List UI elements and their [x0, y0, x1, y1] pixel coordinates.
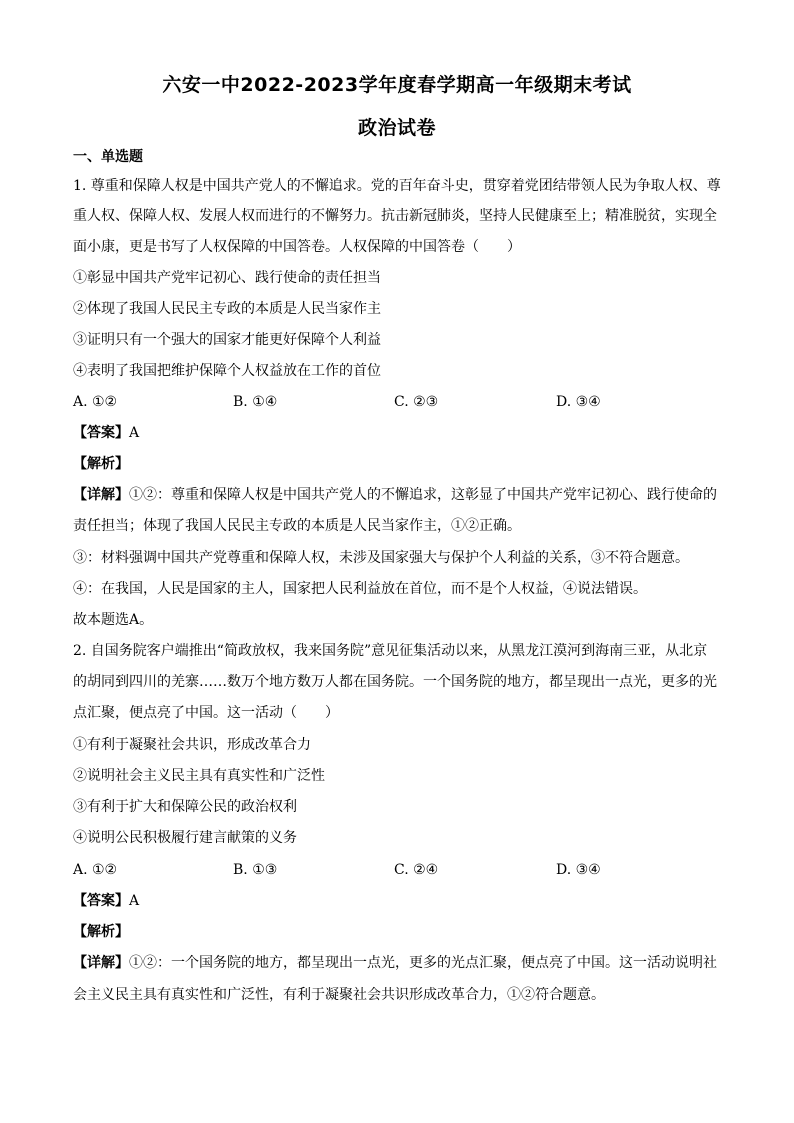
q1-detail-line-1	[73, 485, 723, 505]
q2-item-1: ①有利于凝聚社会共识，形成改革合力	[73, 737, 311, 753]
q2-answer-label: 【答案】	[73, 893, 129, 909]
q2-item-4: ④说明公民积极履行建言献策的义务	[73, 830, 297, 846]
q2-option-c: C. ②④	[394, 862, 439, 878]
q2-detail-label: 【详解】	[73, 955, 129, 971]
q1-detail-line-2: 责任担当；体现了我国人民民主专政的本质是人民当家作主，①②正确。	[73, 518, 521, 534]
q2-stem-line-1: 2. 自国务院客户端推出“简政放权，我来国务院”意见征集活动以来，从黑龙江漠河到海南三亚，从北京	[73, 643, 708, 659]
q1-item-1: ①彰显中国共产党牢记初心、践行使命的责任担当	[73, 270, 381, 286]
q2-detail-line-2: 会主义民主具有真实性和广泛性，有利于凝聚社会共识形成改革合力，①②符合题意。	[73, 987, 605, 1003]
q1-detail-line-3: ③：材料强调中国共产党尊重和保障人权，未涉及国家强大与保护个人利益的关系，③不符合题意。	[73, 550, 689, 566]
q1-answer	[73, 423, 723, 443]
exam-title: 六安一中2022-2023学年度春学期高一年级期末考试	[162, 74, 632, 96]
q2-answer	[73, 891, 723, 911]
q1-detail-line-5: 故本题选A。	[73, 612, 154, 628]
section-heading: 一、单选题	[73, 149, 143, 165]
q1-answer-label: 【答案】	[73, 425, 129, 441]
q1-analysis-label: 【解析】	[73, 456, 129, 472]
q1-option-a: A. ①②	[73, 394, 118, 410]
q1-option-b: B. ①④	[233, 394, 278, 410]
q1-item-3: ③证明只有一个强大的国家才能更好保障个人利益	[73, 332, 381, 348]
q2-option-d: D. ③④	[556, 862, 601, 878]
q2-detail-line-1	[73, 953, 723, 973]
q2-item-2: ②说明社会主义民主具有真实性和广泛性	[73, 768, 325, 784]
q1-stem-line-2: 重人权、保障人权、发展人权而进行的不懈努力。抗击新冠肺炎，坚持人民健康至上；精准脱贫，实现全	[73, 208, 717, 224]
q1-answer-value: A	[129, 425, 140, 441]
q1-option-d: D. ③④	[556, 394, 601, 410]
q1-detail-text-1: ①②：尊重和保障人权是中国共产党人的不懈追求，这彰显了中国共产党牢记初心、践行使命的	[129, 487, 717, 503]
q1-item-4: ④表明了我国把维护保障个人权益放在工作的首位	[73, 363, 381, 379]
q1-option-c: C. ②③	[394, 394, 439, 410]
q2-stem-line-2: 的胡同到四川的羌寨……数万个地方数万人都在国务院。一个国务院的地方，都呈现出一点光，更多的光	[73, 674, 717, 690]
q1-stem-line-1: 1. 尊重和保障人权是中国共产党人的不懈追求。党的百年奋斗史，贯穿着党团结带领人民为争取人权、尊	[73, 178, 721, 194]
q2-answer-value: A	[129, 893, 140, 909]
q2-option-a: A. ①②	[73, 862, 118, 878]
q1-stem-line-3: 面小康，更是书写了人权保障的中国答卷。人权保障的中国答卷（ ）	[73, 239, 521, 255]
q1-detail-line-4: ④：在我国，人民是国家的主人，国家把人民利益放在首位，而不是个人权益，④说法错误。	[73, 581, 647, 597]
q2-option-b: B. ①③	[233, 862, 278, 878]
q2-stem-line-3: 点汇聚，便点亮了中国。这一活动（ ）	[73, 705, 339, 721]
q1-item-2: ②体现了我国人民民主专政的本质是人民当家作主	[73, 301, 381, 317]
q2-item-3: ③有利于扩大和保障公民的政治权利	[73, 799, 297, 815]
q1-detail-label: 【详解】	[73, 487, 129, 503]
q2-detail-text-1: ①②：一个国务院的地方，都呈现出一点光，更多的光点汇聚，便点亮了中国。这一活动说明社	[129, 955, 717, 971]
exam-subtitle: 政治试卷	[357, 117, 436, 139]
q2-analysis-label: 【解析】	[73, 924, 129, 940]
